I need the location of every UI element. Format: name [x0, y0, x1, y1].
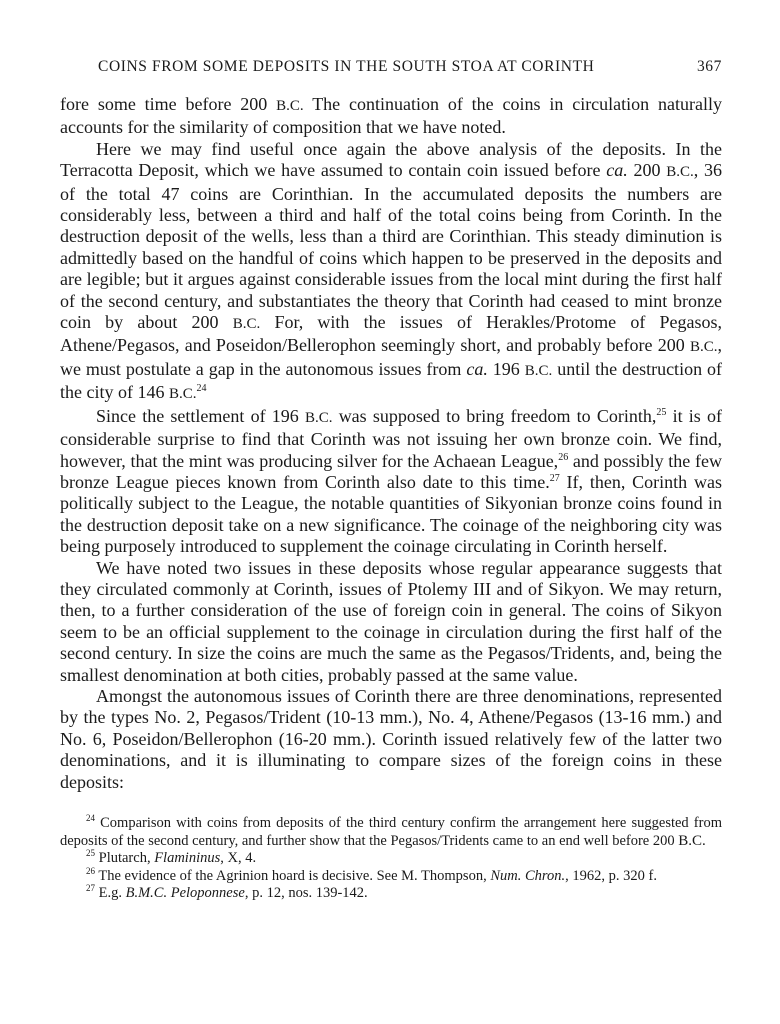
body-text: [60, 94, 722, 793]
paragraph-1: [60, 94, 722, 139]
era-abbrev: B.C.: [666, 164, 694, 181]
era-abbrev: B.C.: [168, 386, 197, 403]
page: [60, 58, 722, 903]
footnote-ref-25[interactable]: 25: [656, 406, 667, 418]
circa-abbrev: ca.: [466, 358, 488, 379]
footnote-27: [60, 885, 722, 903]
text-run: it is of considerable surprise to find that Corinth was not issuing her own bronze coin. We find, however, that the mint was producing silver for the Achaean League,: [60, 405, 722, 471]
text-run: If, then, Corinth was politically subject to the League, the notable quantities of Sikyonian bronze coins found in the destruction deposit take on a new significance. The coinage of the neighboring city was being purposely introduced to supplement the coinage circulating in Corinth herself.: [60, 471, 723, 557]
text-run: until the destruction of the city of 146: [60, 358, 722, 403]
text-run: Since the settlement of 196: [96, 405, 305, 426]
text-run: , X, 4.: [220, 850, 257, 867]
paragraph-4: We have noted two issues in these deposits whose regular appearance suggests that they circulated commonly at Corinth, issues of Ptolemy III and of Sikyon. We may return, then, to a further consideration of the use of foreign coin in general. The coins of Sikyon seem to be an official supplement to the coinage in circulation during the first half of the second century. In size the coins are much the same as the Pegasos/Tridents, and, being the smallest denomination at both cities, probably passed at the same value.: [60, 557, 722, 685]
text-run: Plutarch,: [95, 850, 155, 867]
running-head-title: COINS FROM SOME DEPOSITS IN THE SOUTH STOA AT CORINTH: [98, 58, 595, 75]
circa-abbrev: ca.: [606, 160, 628, 181]
text-run: 196: [487, 358, 525, 379]
text-run: The evidence of the Agrinion hoard is decisive. See M. Thompson,: [95, 867, 491, 884]
footnote-ref-26[interactable]: 26: [558, 451, 569, 463]
text-run: The continuation of the coins in circulation naturally accounts for the similarity of composition that we have noted.: [60, 94, 722, 138]
era-abbrev: B.C.: [304, 409, 333, 426]
text-run: Comparison with coins from deposits of the third century confirm the arrangement here suggested from deposits of the second century, and further show that the Pegasos/Tridents came to an end well before 200: [60, 815, 722, 849]
text-run: 200: [627, 160, 667, 181]
paragraph-3: [60, 406, 722, 558]
text-run: and possibly the few bronze League pieces known from Corinth also date to this time.: [60, 450, 722, 492]
footnote-number: 25: [86, 848, 95, 859]
paragraph-5: Amongst the autonomous issues of Corinth there are three denominations, represented by the types No. 2, Pegasos/Trident (10-13 mm.), No. 4, Athene/Pegasos (13-16 mm.) and No. 6, Poseidon/Bellerophon (16-20 mm.). Corinth issued relatively few of the latter two denominations, and it is illuminating to compare sizes of the foreign coins in these deposits:: [60, 685, 722, 792]
era-abbrev: B.C.: [276, 98, 304, 114]
work-title: Flamininus: [154, 850, 221, 867]
work-title: Num. Chron.: [490, 867, 566, 884]
text-run: , 36 of the total 47 coins are Corinthian. In the accumulated deposits the numbers are considerably less, between a third and half of the total coins being from Corinth. In the destruction deposit of the wells, less than a third are Corinthian. This steady diminution is admittedly based on the handful of coins which happen to be preserved in the deposits and are legible; but it argues against considerable issues from the local mint during the first half of the second century, and substantiates the theory that Corinth had ceased to mint bronze coin by about 200: [60, 160, 723, 333]
era-abbrev: B.C.: [232, 316, 261, 333]
work-title: B.M.C. Peloponnese: [125, 885, 245, 902]
text-run: fore some time before 200: [60, 94, 277, 114]
text-run: , p. 12, nos. 139-142.: [244, 885, 368, 902]
text-run: , 1962, p. 320 f.: [565, 867, 657, 884]
footnote-number: 26: [86, 865, 95, 876]
footnote-number: 24: [86, 813, 95, 823]
footnotes: [60, 815, 722, 903]
running-head: [60, 58, 722, 76]
footnote-ref-24[interactable]: 24: [196, 383, 207, 395]
text-run: , we must postulate a gap in the autonomous issues from: [60, 335, 722, 379]
footnote-24: [60, 815, 722, 850]
text-run: was supposed to bring freedom to Corinth,: [332, 405, 657, 426]
era-abbrev: B.C.: [689, 339, 718, 356]
footnote-25: [60, 850, 722, 868]
text-run: Here we may find useful once again the above analysis of the deposits. In the Terracotta Deposit, which we have assumed to contain coin issued before: [60, 138, 722, 181]
era-abbrev: B.C.: [524, 362, 553, 379]
footnote-number: 27: [86, 883, 95, 894]
era-abbrev: B.C.: [678, 832, 706, 849]
footnote-26: [60, 865, 722, 886]
page-number: 367: [696, 58, 722, 75]
paragraph-2: [60, 139, 722, 406]
text-run: E.g.: [95, 885, 126, 902]
footnote-ref-27[interactable]: 27: [549, 472, 560, 484]
text-run: For, with the issues of Herakles/Protome of Pegasos, Athene/Pegasos, and Poseidon/Bellerophon seemingly short, and probably before 200: [60, 312, 723, 356]
